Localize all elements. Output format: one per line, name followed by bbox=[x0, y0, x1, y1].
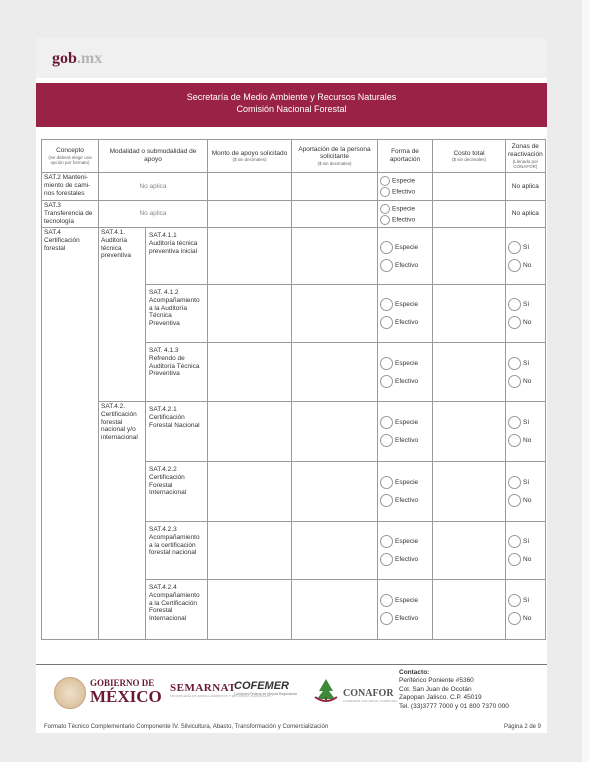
sub-sat411: SAT.4.1.1 Auditoría técnica preventiva inicial bbox=[146, 228, 208, 285]
header-aportacion: Aportación de la persona solicitante ($ sin decimales) bbox=[292, 140, 378, 173]
concept-sat3: SAT.3 Transferencia de tecnología bbox=[42, 201, 99, 228]
radio-circle bbox=[380, 215, 390, 225]
modalidad-sat41: SAT.4.1. Auditoría técnica preventiva bbox=[99, 228, 146, 402]
radio-efectivo[interactable]: Efectivo bbox=[380, 494, 430, 507]
modalidad-no-aplica: No aplica bbox=[99, 173, 208, 201]
forma-options bbox=[378, 580, 433, 640]
radio-circle bbox=[508, 476, 521, 489]
costo-input[interactable] bbox=[433, 173, 506, 201]
forma-options bbox=[378, 462, 433, 522]
forma-options bbox=[378, 228, 433, 285]
contact-city: Zapopan Jalisco. C.P. 45019 bbox=[399, 694, 482, 702]
monto-input[interactable] bbox=[208, 285, 292, 343]
monto-input[interactable] bbox=[208, 228, 292, 285]
banner-line-1: Secretaría de Medio Ambiente y Recursos Naturales bbox=[186, 92, 397, 102]
radio-circle bbox=[380, 259, 393, 272]
document-footnote: Formato Técnico Complementario Componente IV. Silvicultura, Abasto, Transformación y Comercialización bbox=[44, 724, 329, 730]
header-concepto: Concepto (Se deberá elegir una opción por formato) bbox=[42, 140, 99, 173]
costo-input[interactable] bbox=[433, 201, 506, 228]
footer-divider bbox=[36, 664, 547, 665]
support-concepts-table bbox=[41, 139, 546, 640]
zonas-options bbox=[506, 462, 546, 522]
table-header-row bbox=[42, 140, 546, 173]
radio-circle bbox=[380, 594, 393, 607]
radio-efectivo[interactable]: Efectivo bbox=[380, 553, 430, 566]
header-modalidad: Modalidad o submodalidad de apoyo bbox=[99, 140, 208, 173]
aportacion-input[interactable] bbox=[292, 402, 378, 462]
radio-si[interactable]: Sí bbox=[508, 298, 543, 311]
zonas-options bbox=[506, 343, 546, 402]
cofemer-logo: COFEMER Comisión Federal de Mejora Regulatoria bbox=[234, 680, 297, 696]
sub-sat422: SAT.4.2.2 Certificación Forestal Internacional bbox=[146, 462, 208, 522]
radio-circle bbox=[508, 535, 521, 548]
radio-circle bbox=[508, 259, 521, 272]
radio-si[interactable]: Sí bbox=[508, 594, 543, 607]
radio-efectivo[interactable]: Efectivo bbox=[380, 215, 430, 225]
modalidad-no-aplica: No aplica bbox=[99, 201, 208, 228]
radio-circle bbox=[508, 375, 521, 388]
monto-input[interactable] bbox=[208, 580, 292, 640]
costo-input[interactable] bbox=[433, 462, 506, 522]
zonas-no-aplica: No aplica bbox=[506, 173, 546, 201]
header-forma: Forma de aportación bbox=[378, 140, 433, 173]
radio-efectivo[interactable]: Efectivo bbox=[380, 375, 430, 388]
radio-especie[interactable]: Especie bbox=[380, 535, 430, 548]
radio-si[interactable]: Sí bbox=[508, 416, 543, 429]
costo-input[interactable] bbox=[433, 343, 506, 402]
gobierno-mexico-wordmark: GOBIERNO DE MÉXICO bbox=[90, 678, 162, 706]
gob-mx-logo[interactable]: gob.mx bbox=[52, 50, 103, 67]
radio-circle bbox=[508, 612, 521, 625]
radio-especie[interactable]: Especie bbox=[380, 298, 430, 311]
aportacion-input[interactable] bbox=[292, 462, 378, 522]
radio-circle bbox=[508, 316, 521, 329]
gob-header-bar bbox=[36, 38, 547, 78]
sub-sat424: SAT.4.2.4 Acompañamiento a la Certificación Forestal Internacional bbox=[146, 580, 208, 640]
radio-especie[interactable]: Especie bbox=[380, 476, 430, 489]
aportacion-input[interactable] bbox=[292, 580, 378, 640]
costo-input[interactable] bbox=[433, 580, 506, 640]
semarnat-logo: SEMARNAT SECRETARÍA DE MEDIO AMBIENTE Y RECURSOS NATURALES bbox=[170, 682, 272, 698]
radio-efectivo[interactable]: Efectivo bbox=[380, 259, 430, 272]
forma-options bbox=[378, 402, 433, 462]
radio-efectivo[interactable]: Efectivo bbox=[380, 316, 430, 329]
radio-circle bbox=[380, 476, 393, 489]
forma-options bbox=[378, 285, 433, 343]
table-row bbox=[42, 402, 546, 462]
modalidad-sat42: SAT.4.2. Certificación forestal nacional y/o internacional bbox=[99, 402, 146, 640]
header-zonas: Zonas de reactivación (Llenado por CONAFOR) bbox=[506, 140, 546, 173]
radio-circle bbox=[508, 594, 521, 607]
forma-options bbox=[378, 343, 433, 402]
sub-sat423: SAT.4.2.3 Acompañamiento a la certificación forestal nacional bbox=[146, 522, 208, 580]
radio-circle bbox=[380, 241, 393, 254]
radio-no[interactable]: No bbox=[508, 553, 543, 566]
radio-no[interactable]: No bbox=[508, 612, 543, 625]
aportacion-input[interactable] bbox=[292, 343, 378, 402]
radio-no[interactable]: No bbox=[508, 316, 543, 329]
costo-input[interactable] bbox=[433, 522, 506, 580]
radio-circle bbox=[380, 553, 393, 566]
aportacion-input[interactable] bbox=[292, 173, 378, 201]
radio-especie[interactable]: Especie bbox=[380, 357, 430, 370]
radio-circle bbox=[380, 612, 393, 625]
aportacion-input[interactable] bbox=[292, 228, 378, 285]
aportacion-input[interactable] bbox=[292, 285, 378, 343]
radio-especie[interactable]: Especie bbox=[380, 241, 430, 254]
monto-input[interactable] bbox=[208, 343, 292, 402]
radio-efectivo[interactable]: Efectivo bbox=[380, 434, 430, 447]
contact-block bbox=[399, 669, 509, 711]
header-monto: Monto de apoyo solicitado ($ sin decimales) bbox=[208, 140, 292, 173]
national-seal-icon bbox=[54, 677, 86, 709]
agency-banner bbox=[36, 83, 547, 127]
zonas-options bbox=[506, 285, 546, 343]
radio-circle bbox=[508, 241, 521, 254]
banner-line-2: Comisión Nacional Forestal bbox=[236, 104, 347, 114]
radio-circle bbox=[380, 316, 393, 329]
radio-no[interactable]: No bbox=[508, 434, 543, 447]
window-scrollbar[interactable] bbox=[582, 0, 589, 762]
radio-efectivo[interactable]: Efectivo bbox=[380, 187, 430, 197]
radio-especie[interactable]: Especie bbox=[380, 204, 430, 214]
radio-circle bbox=[380, 357, 393, 370]
monto-input[interactable] bbox=[208, 522, 292, 580]
radio-especie[interactable]: Especie bbox=[380, 416, 430, 429]
radio-circle bbox=[380, 204, 390, 214]
radio-circle bbox=[380, 494, 393, 507]
forma-options bbox=[378, 522, 433, 580]
contact-title: Contacto: bbox=[399, 669, 430, 676]
table-row bbox=[42, 173, 546, 201]
table-row bbox=[42, 201, 546, 228]
contact-phone: Tel. (33)3777 7000 y 01 800 7370 000 bbox=[399, 702, 509, 710]
zonas-options bbox=[506, 228, 546, 285]
zonas-options bbox=[506, 580, 546, 640]
radio-circle bbox=[508, 416, 521, 429]
radio-circle bbox=[380, 298, 393, 311]
radio-circle bbox=[508, 494, 521, 507]
monto-input[interactable] bbox=[208, 201, 292, 228]
costo-input[interactable] bbox=[433, 228, 506, 285]
radio-circle bbox=[508, 553, 521, 566]
contact-colonia: Col. San Juan de Ocotán bbox=[399, 685, 472, 693]
radio-circle bbox=[380, 187, 390, 197]
conafor-logo: CONAFOR COMISIÓN NACIONAL FORESTAL bbox=[343, 688, 398, 703]
zonas-options bbox=[506, 402, 546, 462]
sub-sat421: SAT.4.2.1 Certificación Forestal Nacional bbox=[146, 402, 208, 462]
concept-sat2: SAT.2 Manteni-miento de cami-nos forestales bbox=[42, 173, 99, 201]
radio-no[interactable]: No bbox=[508, 375, 543, 388]
radio-si[interactable]: Sí bbox=[508, 535, 543, 548]
radio-si[interactable]: Sí bbox=[508, 357, 543, 370]
sub-sat413: SAT. 4.1.3 Refrendo de Auditoría Técnica Preventiva bbox=[146, 343, 208, 402]
radio-circle bbox=[380, 535, 393, 548]
concept-sat4: SAT.4 Certificación forestal bbox=[42, 228, 99, 640]
radio-no[interactable]: No bbox=[508, 494, 543, 507]
monto-input[interactable] bbox=[208, 462, 292, 522]
forma-options bbox=[378, 201, 433, 228]
zonas-no-aplica: No aplica bbox=[506, 201, 546, 228]
monto-input[interactable] bbox=[208, 402, 292, 462]
radio-especie[interactable]: Especie bbox=[380, 176, 430, 186]
zonas-options bbox=[506, 522, 546, 580]
radio-circle bbox=[508, 357, 521, 370]
monto-input[interactable] bbox=[208, 173, 292, 201]
radio-si[interactable]: Sí bbox=[508, 476, 543, 489]
radio-circle bbox=[380, 434, 393, 447]
costo-input[interactable] bbox=[433, 402, 506, 462]
radio-circle bbox=[380, 176, 390, 186]
radio-especie[interactable]: Especie bbox=[380, 594, 430, 607]
radio-no[interactable]: No bbox=[508, 259, 543, 272]
header-costo: Costo total ($ sin decimales) bbox=[433, 140, 506, 173]
table-row bbox=[42, 228, 546, 285]
radio-circle bbox=[508, 298, 521, 311]
forma-options bbox=[378, 173, 433, 201]
radio-circle bbox=[380, 416, 393, 429]
radio-circle bbox=[508, 434, 521, 447]
radio-circle bbox=[380, 375, 393, 388]
radio-si[interactable]: Sí bbox=[508, 241, 543, 254]
costo-input[interactable] bbox=[433, 285, 506, 343]
document-page bbox=[36, 38, 547, 733]
aportacion-input[interactable] bbox=[292, 522, 378, 580]
radio-efectivo[interactable]: Efectivo bbox=[380, 612, 430, 625]
conafor-tree-icon bbox=[311, 675, 341, 705]
page-number: Página 2 de 9 bbox=[503, 724, 541, 730]
contact-address: Periférico Poniente #5360 bbox=[399, 677, 474, 685]
sub-sat412: SAT. 4.1.2 Acompañamiento a la Auditoría Técnica Preventiva bbox=[146, 285, 208, 343]
aportacion-input[interactable] bbox=[292, 201, 378, 228]
